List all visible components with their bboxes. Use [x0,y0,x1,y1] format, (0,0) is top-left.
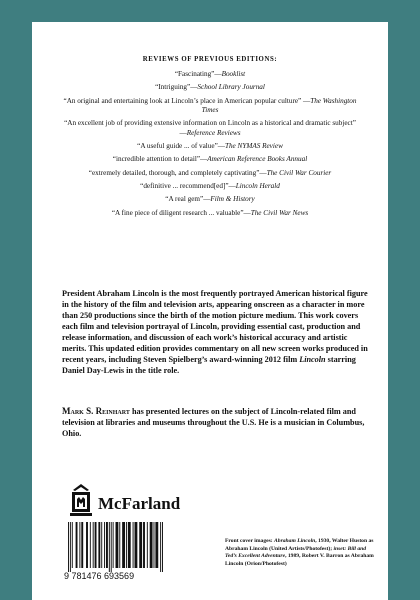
barcode-bar [81,522,83,568]
review-quote: “A fine piece of diligent research ... valuable”—The Civil War News [111,208,309,217]
review-quote: “An excellent job of providing extensive information on Lincoln as a historical and dramatic subject” —Reference Reviews [64,119,356,137]
barcode-bar [101,522,102,568]
barcode-bar [79,522,80,568]
reviews-section [32,56,388,222]
barcode-bar [70,522,71,572]
barcode-bar [86,522,88,568]
barcode-bar [135,522,138,568]
barcode-bar [122,522,125,568]
review-quote: “definitive ... recommend[ed]”—Lincoln Herald [140,182,280,191]
barcode-bar [128,522,131,568]
barcode-bar [76,522,78,568]
review-quote: “A useful guide ... of value”—The NYMAS Review [137,141,283,150]
review-quote: “Fascinating”—Booklist [174,69,246,78]
barcode-bar [95,522,97,568]
barcode-bar [93,522,94,568]
barcode-bar [68,522,69,572]
barcode-bar [139,522,142,568]
author-name: Mark S. Reinhart [62,406,130,416]
cover-credits: Front cover images: Abraham Lincoln, 1930, Walter Huston as Abraham Lincoln (United Artists/Photofest); inset: Bill and Ted’s Excellent Adventure, 1989, Robert V. Barron as Abraham Lincoln (Orion/Photofest) [225,538,374,568]
barcode-bar [113,522,114,568]
barcode-bar [72,522,73,568]
review-quote: “Intriguing”—School Library Journal [155,83,265,92]
barcode-bar [109,522,110,572]
review-quote: “incredible attention to detail”—American Reference Books Annual [112,155,308,164]
review-quote: “An original and entertaining look at Lincoln’s place in American popular culture” —The Washington Times [63,96,357,114]
barcode-bar [98,522,100,568]
barcode-bar [160,522,161,572]
barcode-bar [106,522,108,568]
isbn-digits: 9 781476 693569 [64,571,135,581]
publisher-name: McFarland [98,494,181,513]
review-quote: “extremely detailed, thorough, and completely captivating”—The Civil War Courier [88,168,332,177]
barcode-bar [133,522,134,568]
barcode-bar [126,522,127,568]
reviews-heading: REVIEWS OF PREVIOUS EDITIONS: [142,56,278,63]
barcode-bar [162,522,163,572]
book-description: President Abraham Lincoln is the most frequently portrayed American historical figure in the history of the film and television arts, appearing onscreen as a character in more than 250 productions since the birth of the motion picture medium. This work covers each film and television portrayal of Lincoln, providing essential cast, production and release information, and discussion of each work’s historical accuracy and artistic merits. This updated edition provides commentary on all new screen works produced in recent years, including Steven Spielberg’s award-winning 2012 film Lincoln starring Daniel Day-Lewis in the title role. [62,289,368,375]
barcode-bar [155,522,158,568]
barcode-bar [90,522,91,568]
barcode-bar [111,522,112,572]
barcode-bar [104,522,105,568]
barcode-bar [147,522,148,568]
content-panel [32,22,388,600]
isbn-barcode [60,520,210,582]
barcode-bar [150,522,153,568]
film-title: Lincoln [299,354,326,364]
barcode-bar [143,522,145,568]
barcode-bar [116,522,119,568]
review-quote: “A real gem”—Film & History [165,195,255,204]
publisher-logo [68,482,180,520]
publisher-emblem-icon [68,482,94,520]
author-bio: Mark S. Reinhart has presented lectures on the subject of Lincoln-related film and television at libraries and museums throughout the U.S. He is a musician in Columbus, Ohio. [62,406,365,438]
barcode-bar [119,522,120,568]
barcode-bar [154,522,155,568]
